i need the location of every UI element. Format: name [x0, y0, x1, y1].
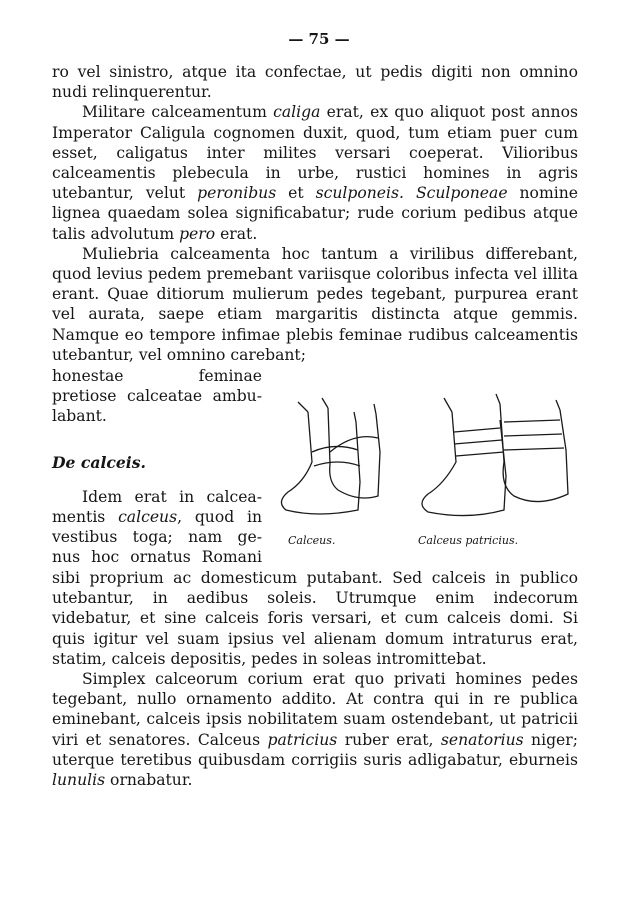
p5-a: Simplex calceorum corium erat quo privati homines pedes tegebant, nullo ornamento addito. At contra qui in re publica eminebant, calceis ipsis nobilitatem suam ostendebant, ut patricii viri et senatores. Calceus — [52, 670, 578, 749]
paragraph-1: ro vel sinistro, atque ita confectae, ut pedis digiti non omnino nudi relinquerentur. — [52, 63, 578, 102]
p2-pero: pero — [179, 224, 216, 243]
p4-line-2 — [52, 507, 262, 527]
p5-c: niger; uterque teretibus quibusdam corrigiis suris adligabatur, eburneis — [52, 730, 578, 769]
figure-calcei — [268, 392, 580, 552]
text-block-bottom — [52, 568, 578, 790]
p5-lunulis: lunulis — [52, 771, 106, 790]
text-block-narrow — [52, 366, 262, 568]
p4-mentis: mentis — [52, 508, 106, 527]
page-number: — 75 — — [288, 30, 350, 48]
p4-line-4: nus hoc ornatus Romani — [52, 548, 262, 567]
calceus-right-shoe-icon — [328, 408, 380, 498]
p2-b: erat, ex quo aliquot post annos Imperator Caligula cognomen duxit, quod, tum etiam puer cum esset, caligatus inter milites versari coeperat. Vilioribus calceamentis plebecula in urbe, rustici homines in agris utebantur, velut — [52, 103, 578, 203]
p4-quodin: , quod in — [177, 508, 262, 527]
p2-a: Militare calceamentum — [82, 103, 274, 122]
paragraph-3: Muliebria calceamenta hoc tantum a virilibus differebant, quod levius pedem premebant variisque coloribus infecta vel illita erant. Quae ditiorum mulierum pedes tegebant, purpurea erant vel aurata, saepe etiam margaritis distincta atque gemmis. Namque eo tempore infimae plebis feminae rudibus calceamentis utebantur, vel omnino carebant; — [52, 244, 578, 364]
p3-tail-2: pretiose calceatae ambu- — [52, 387, 262, 406]
caption-calceus-patricius: Calceus patricius. — [418, 534, 519, 547]
p3-tail-1: honestae feminae — [52, 367, 262, 385]
p2-c: et — [276, 184, 316, 203]
p2-sculponeae: Sculponeae — [415, 184, 508, 203]
calceus-illustration — [268, 392, 580, 532]
p5-d: ornabatur. — [105, 771, 193, 790]
p5-patricius: patricius — [267, 730, 338, 749]
p4-line-1: Idem erat in calcea- — [82, 487, 262, 506]
paragraph-5 — [52, 669, 578, 790]
p4-calceus: calceus — [118, 508, 178, 527]
section-heading: De calceis. — [52, 452, 146, 472]
p3-tail-3: labant. — [52, 407, 107, 426]
calceus-patricius-left-icon — [422, 412, 506, 516]
paragraph-4-rest: sibi proprium ac domesticum putabant. Sed calceis in publico utebantur, in aedibus soleis. Utrumque enim indecorum videbatur, et sine calceis foris versari, et cum calceis domi. Si quis igitur vel suam ipsius vel alienam domum intraturus erat, statim, calceis depositis, pedes in soleas intromittebat. — [52, 569, 578, 668]
p5-senatorius: senatorius — [440, 730, 524, 749]
p4-line-3: vestibus toga; nam ge- — [52, 528, 262, 547]
p2-peronibus: peronibus — [197, 184, 277, 203]
paragraph-2 — [52, 102, 578, 243]
p2-sculponeis: sculponeis. — [315, 184, 404, 203]
p5-b: ruber erat, — [337, 730, 441, 749]
p2-d — [404, 184, 416, 202]
p2-f: erat. — [215, 224, 258, 243]
text-block-top — [52, 62, 578, 365]
caption-calceus: Calceus. — [288, 534, 336, 547]
calceus-patricius-right-icon — [500, 404, 568, 502]
p2-e: nomine lignea quaedam solea significabatur; rude corium pedibus atque talis advolutum — [52, 184, 578, 243]
p2-caliga: caliga — [273, 103, 321, 122]
